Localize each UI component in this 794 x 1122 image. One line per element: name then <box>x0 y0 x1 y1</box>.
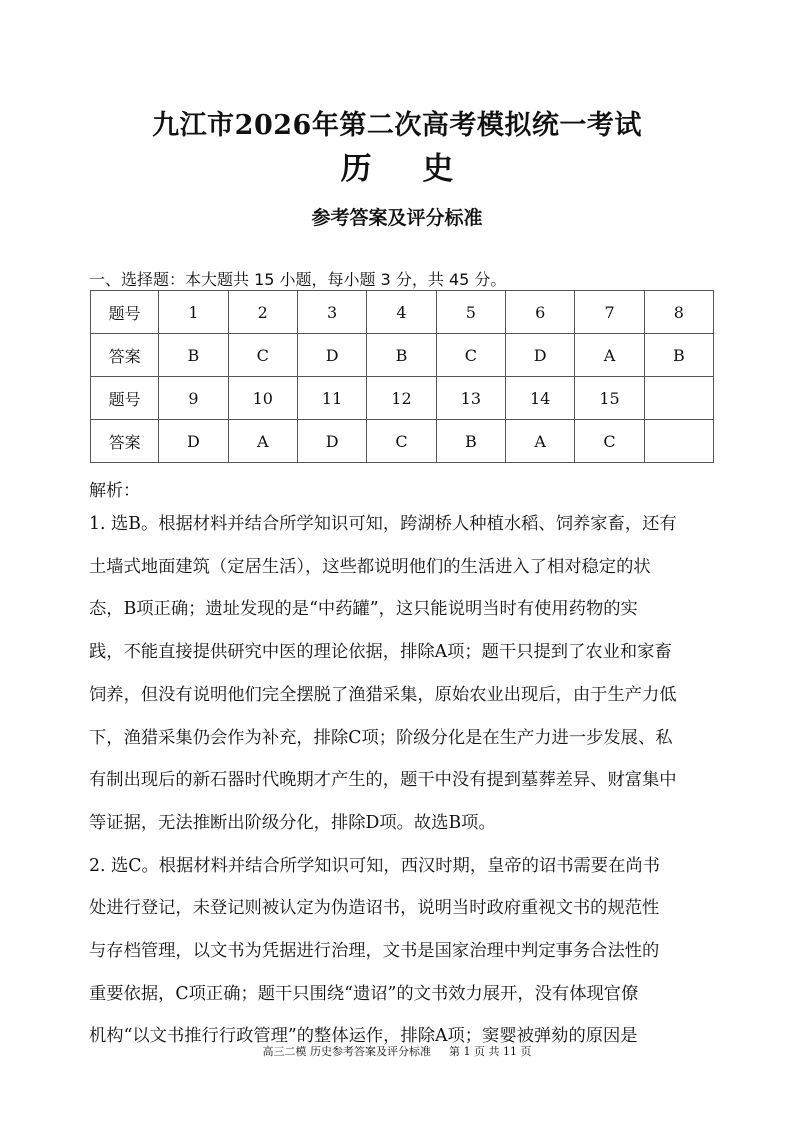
question-number: 7 <box>575 291 644 334</box>
table-row-question-numbers <box>91 291 714 334</box>
text-line: 1. 选B。根据材料并结合所学知识可知，跨湖桥人种植水稻、饲养家畜，还有 <box>89 514 677 534</box>
table-row-answers <box>91 420 714 463</box>
answer-cell: D <box>297 420 366 463</box>
answer-cell: A <box>228 420 297 463</box>
text-line: 2. 选C。根据材料并结合所学知识可知，西汉时期，皇帝的诏书需要在尚书 <box>89 855 660 876</box>
footer-page-info: 第 1 页 共 11 页 <box>449 1045 532 1058</box>
question-number: 11 <box>297 377 366 420</box>
text-line: 处进行登记，未登记则被认定为伪造诏书，说明当时政府重视文书的规范性 <box>89 898 660 919</box>
analysis-body <box>89 503 709 1058</box>
answer-cell: B <box>644 334 713 377</box>
text-line: 践，不能直接提供研究中医的理论依据，排除A项；题干只提到了农业和家畜 <box>89 642 672 663</box>
answer-cell: D <box>159 420 228 463</box>
text-line: 饲养，但没有说明他们完全摆脱了渔猎采集，原始农业出现后，由于生产力低 <box>89 684 677 705</box>
table-row-question-numbers <box>91 377 714 420</box>
question-number <box>644 377 713 420</box>
answer-heading: 参考答案及评分标准 <box>311 207 483 229</box>
row-label-answer: 答案 <box>91 334 159 377</box>
question-number: 5 <box>436 291 505 334</box>
answer-cell: D <box>506 334 575 377</box>
question-number: 1 <box>159 291 228 334</box>
row-label-answer: 答案 <box>91 420 159 463</box>
question-number: 15 <box>575 377 644 420</box>
text-line: 机构“以文书推行行政管理”的整体运作，排除A项；窦婴被弹劾的原因是 <box>89 1026 638 1047</box>
exam-title: 九江市2026年第二次高考模拟统一考试 <box>152 110 642 141</box>
page-footer <box>0 1043 794 1059</box>
question-number: 9 <box>159 377 228 420</box>
row-label-question: 题号 <box>91 291 159 334</box>
question-number: 10 <box>228 377 297 420</box>
table-row-answers <box>91 334 714 377</box>
question-number: 13 <box>436 377 505 420</box>
answer-cell: C <box>367 420 436 463</box>
answer-cell: D <box>297 334 366 377</box>
answer-cell <box>644 420 713 463</box>
answer-cell: B <box>159 334 228 377</box>
text-line: 等证据，无法推断出阶级分化，排除D项。故选B项。 <box>89 812 496 833</box>
answer-cell: C <box>228 334 297 377</box>
answer-cell: A <box>506 420 575 463</box>
answer-cell: A <box>575 334 644 377</box>
answer-table <box>90 290 714 463</box>
answer-cell: B <box>367 334 436 377</box>
subject-title: 历 史 <box>340 151 474 187</box>
section-heading-multiple-choice: 一、选择题：本大题共 15 小题，每小题 3 分，共 45 分。 <box>89 270 507 289</box>
text-line: 有制出现后的新石器时代晚期才产生的，题干中没有提到墓葬差异、财富集中 <box>89 770 677 791</box>
analysis-label: 解析： <box>89 481 140 501</box>
text-line: 态，B项正确；遗址发现的是“中药罐”，这只能说明当时有使用药物的实 <box>89 599 638 620</box>
row-label-question: 题号 <box>91 377 159 420</box>
text-line: 下，渔猎采集仍会作为补充，排除C项；阶级分化是在生产力进一步发展、私 <box>89 727 673 748</box>
question-number: 6 <box>506 291 575 334</box>
question-number: 3 <box>297 291 366 334</box>
answer-cell: B <box>436 420 505 463</box>
analysis-paragraph-q2 <box>89 845 709 1059</box>
answer-cell: C <box>436 334 505 377</box>
question-number: 2 <box>228 291 297 334</box>
question-number: 14 <box>506 377 575 420</box>
text-line: 土墙式地面建筑（定居生活），这些都说明他们的生活进入了相对稳定的状 <box>89 556 651 577</box>
analysis-paragraph-q1 <box>89 503 709 845</box>
text-line: 与存档管理，以文书为凭据进行治理，文书是国家治理中判定事务合法性的 <box>89 941 660 962</box>
text-line: 重要依据，C项正确；题干只围绕“遗诏”的文书效力展开，没有体现官僚 <box>89 983 639 1004</box>
answer-cell: C <box>575 420 644 463</box>
question-number: 4 <box>367 291 436 334</box>
footer-doc-name: 高三二模 历史参考答案及评分标准 <box>262 1045 431 1058</box>
question-number: 12 <box>367 377 436 420</box>
question-number: 8 <box>644 291 713 334</box>
